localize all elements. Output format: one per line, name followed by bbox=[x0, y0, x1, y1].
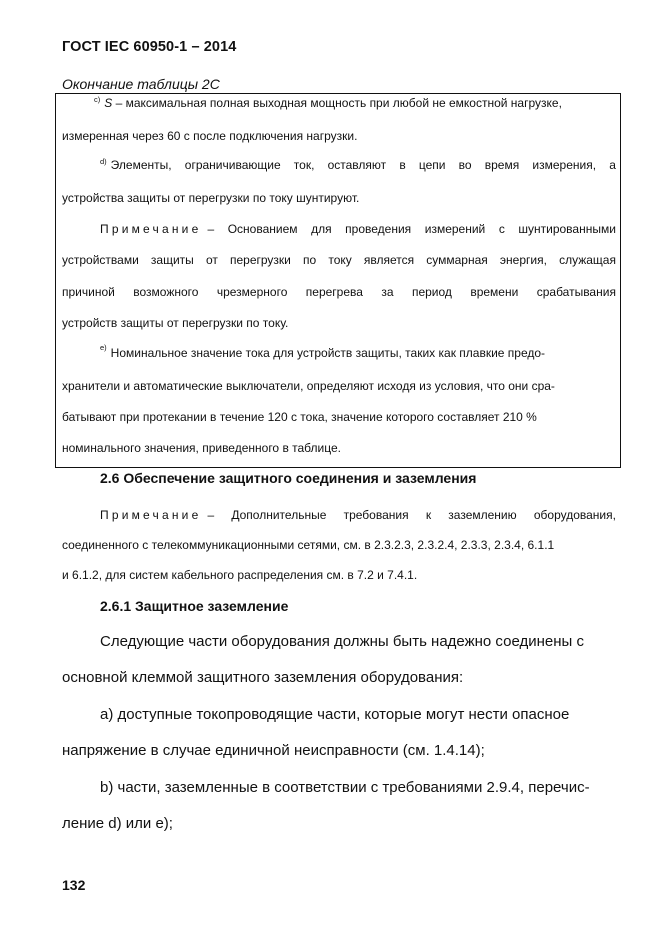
footnote-d-text bbox=[111, 158, 616, 174]
table-note-text-2 bbox=[62, 253, 616, 267]
table-note-text-3 bbox=[62, 285, 616, 299]
word: срабатывания bbox=[536, 285, 616, 299]
word: причиной bbox=[62, 285, 115, 299]
footnote-e-line-1 bbox=[100, 343, 616, 360]
word: устройствами bbox=[62, 253, 139, 267]
word: измерения, bbox=[532, 158, 597, 172]
page-number: 132 bbox=[62, 877, 86, 893]
word: с bbox=[498, 222, 505, 236]
word: энергия, bbox=[499, 253, 547, 267]
table-note-text-1 bbox=[207, 222, 616, 236]
word: цепи bbox=[418, 158, 446, 172]
word: перегрева bbox=[305, 285, 363, 299]
paragraph-1-line-2: основной клеммой защитного заземления оборудования: bbox=[62, 669, 464, 686]
word: к bbox=[425, 508, 432, 522]
table-note-line-3 bbox=[62, 285, 616, 299]
footnote-d-text-content bbox=[111, 158, 616, 174]
section-2-6-heading: 2.6 Обеспечение защитного соединения и заземления bbox=[100, 470, 477, 486]
section-note-word: Примечание bbox=[100, 508, 202, 522]
word: ограничивающие bbox=[184, 158, 281, 172]
word: току bbox=[328, 253, 352, 267]
item-a-line-1: a) доступные токопроводящие части, которые могут нести опасное bbox=[100, 706, 570, 723]
word: за bbox=[381, 285, 394, 299]
word: перегрузки bbox=[229, 253, 291, 267]
word: а bbox=[609, 158, 616, 172]
section-note-line-3: и 6.1.2, для систем кабельного распределения см. в 7.2 и 7.4.1. bbox=[62, 568, 418, 582]
word: для bbox=[311, 222, 332, 236]
word: заземлению bbox=[448, 508, 517, 522]
word: Дополнительные bbox=[231, 508, 327, 522]
footnote-d-marker: d) bbox=[100, 157, 107, 166]
footnote-d-line-1 bbox=[100, 158, 616, 174]
symbol-s: S bbox=[104, 96, 113, 110]
word: времени bbox=[470, 285, 519, 299]
footnote-e-marker: e) bbox=[100, 343, 107, 352]
word: во bbox=[458, 158, 472, 172]
word: требования bbox=[343, 508, 409, 522]
table-note-line-4: устройств защиты от перегрузки по току. bbox=[62, 316, 289, 330]
word: от bbox=[205, 253, 218, 267]
word: служащая bbox=[559, 253, 616, 267]
footnote-e-text-1: Номинальное значение тока для устройств защиты, таких как плавкие предо- bbox=[110, 346, 546, 360]
footnote-c-text: – максимальная полная выходная мощность при любой не емкостной нагрузке, bbox=[112, 96, 562, 110]
item-b-line-1: b) части, заземленные в соответствии с требованиями 2.9.4, перечис- bbox=[100, 779, 590, 796]
word: по bbox=[303, 253, 317, 267]
table-continuation-box bbox=[55, 93, 621, 468]
section-note-text-1 bbox=[207, 508, 616, 522]
table-note-line-2 bbox=[62, 253, 616, 267]
table-note-word: Примечание bbox=[100, 222, 202, 236]
word: оставляют bbox=[327, 158, 387, 172]
word: – bbox=[207, 508, 215, 522]
word: чрезмерного bbox=[216, 285, 288, 299]
word: ток, bbox=[293, 158, 315, 172]
word: Элементы, bbox=[110, 158, 172, 172]
word: оборудования, bbox=[533, 508, 616, 522]
table-caption: Окончание таблицы 2С bbox=[62, 76, 220, 92]
word: проведения bbox=[345, 222, 412, 236]
word: Основанием bbox=[227, 222, 298, 236]
word: шунтированными bbox=[518, 222, 616, 236]
footnote-d-line-2: устройства защиты от перегрузки по току шунтируют. bbox=[62, 191, 360, 205]
word: измерений bbox=[424, 222, 486, 236]
section-note-line-1 bbox=[100, 508, 616, 522]
footnote-e-line-4: номинального значения, приведенного в таблице. bbox=[62, 441, 341, 455]
paragraph-1-line-1: Следующие части оборудования должны быть надежно соединены с bbox=[100, 633, 584, 650]
section-note-line-2: соединенного с телекоммуникационными сетями, см. в 2.3.2.3, 2.3.2.4, 2.3.3, 2.3.4, 6.1.1 bbox=[62, 538, 555, 552]
word: суммарная bbox=[426, 253, 488, 267]
item-a-line-2: напряжение в случае единичной неисправности (см. 1.4.14); bbox=[62, 742, 485, 759]
table-note-line-1 bbox=[100, 222, 616, 236]
word: защиты bbox=[150, 253, 194, 267]
footnote-c-line-2: измеренная через 60 с после подключения нагрузки. bbox=[62, 129, 358, 143]
word: возможного bbox=[133, 285, 199, 299]
word: является bbox=[363, 253, 415, 267]
footnote-c-marker: c) bbox=[94, 95, 101, 104]
item-b-line-2: ление d) или e); bbox=[62, 815, 173, 832]
word: – bbox=[207, 222, 215, 236]
document-header: ГОСТ IEC 60950-1 – 2014 bbox=[62, 39, 237, 55]
footnote-c-line-1 bbox=[94, 96, 562, 112]
word: в bbox=[399, 158, 406, 172]
word: время bbox=[484, 158, 520, 172]
footnote-e-line-3: батывают при протекании в течение 120 с тока, значение которого составляет 210 % bbox=[62, 410, 537, 424]
section-2-6-1-heading: 2.6.1 Защитное заземление bbox=[100, 598, 289, 614]
footnote-e-line-2: хранители и автоматические выключатели, определяют исходя из условия, что они сра- bbox=[62, 379, 555, 393]
word: период bbox=[411, 285, 452, 299]
